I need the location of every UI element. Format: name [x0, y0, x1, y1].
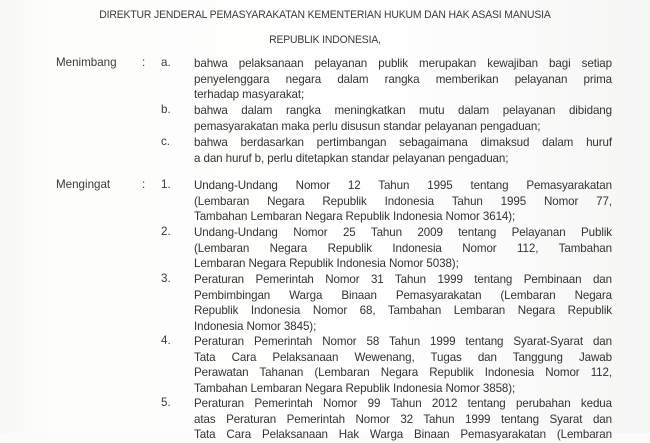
item-marker: 4. [161, 334, 171, 347]
text-line: Undang-Undang Nomor 25 Tahun 2009 tentang Pelayanan Publik [194, 226, 612, 239]
text-line: Peraturan Pemerintah Nomor 99 Tahun 2012 tentang perubahan kedua [194, 397, 612, 410]
text-line: penyelenggara negara dalam rangka memberikan pelayanan prima [194, 72, 612, 86]
item-text [194, 56, 612, 103]
text-line: Indonesia Nomor 3845); [194, 319, 317, 333]
text-line: Perawatan Tahanan (Lembaran Negara Republik Indonesia Nomor 112, [194, 366, 612, 380]
text-line: Tata Cara Pelaksanaan Hak Warga Binaan Pemasyarakatan (Lembaran [194, 428, 612, 442]
text-line: (Lembaran Negara Republik Indonesia Tahun 1995 Nomor 77, [194, 194, 612, 208]
section-label: Mengingat [56, 178, 111, 191]
item-marker: 2. [161, 225, 171, 238]
section-label: Menimbang [56, 56, 117, 69]
text-line: bahwa dalam rangka meningkatkan mutu dalam pelayanan dibidang [194, 104, 612, 117]
text-line: Pembimbingan Warga Binaan Pemasyarakatan (Lembaran Negara [194, 288, 612, 302]
document-header-line-1: DIREKTUR JENDERAL PEMASYARAKATAN KEMENTERIAN HUKUM DAN HAK ASASI MANUSIA [99, 9, 551, 21]
text-line: Tambahan Lembaran Negara Republik Indonesia Nomor 3614); [194, 210, 516, 224]
item-marker: 3. [161, 272, 171, 285]
text-line: bahwa pelaksanaan pelayanan publik merupakan kewajiban bagi setiap [194, 57, 612, 70]
item-marker: c. [161, 135, 171, 148]
text-line: Tata Cara Pelaksanaan Wewenang, Tugas dan Tanggung Jawab [194, 350, 612, 364]
text-line: terhadap masyarakat; [194, 88, 305, 102]
section-colon: : [142, 56, 146, 69]
text-line: Lembaran Negara Republik Indonesia Nomor 5038); [194, 257, 459, 271]
document-header-line-2: REPUBLIK INDONESIA, [269, 34, 381, 46]
section-colon: : [142, 178, 146, 191]
item-marker: a. [161, 56, 171, 69]
text-line: Undang-Undang Nomor 12 Tahun 1995 tentang Pemasyarakatan [194, 179, 612, 192]
item-text [194, 225, 612, 272]
item-text [194, 178, 612, 225]
item-marker: 1. [161, 178, 171, 191]
text-line: Republik Indonesia Nomor 68, Tambahan Lembaran Negara Republik [194, 304, 612, 318]
item-text [194, 135, 612, 166]
text-line: Tambahan Lembaran Negara Republik Indonesia Nomor 3858); [194, 381, 516, 395]
text-line: bahwa berdasarkan pertimbangan sebagaimana dimaksud dalam huruf [194, 136, 612, 149]
text-line: (Lembaran Negara Republik Indonesia Nomor 112, Tambahan [194, 241, 612, 255]
item-marker: b. [161, 103, 171, 116]
item-text [194, 272, 612, 334]
item-text [194, 396, 612, 443]
text-line: atas Peraturan Pemerintah Nomor 32 Tahun 1999 tentang Syarat dan [194, 412, 612, 426]
text-line: Peraturan Pemerintah Nomor 31 Tahun 1999 tentang Pembinaan dan [194, 273, 612, 286]
item-text [194, 334, 612, 396]
text-line: pemasyarakatan maka perlu disusun standar pelayanan pengaduan; [194, 119, 541, 133]
text-line: a dan huruf b, perlu ditetapkan standar pelayanan pengaduan; [194, 151, 509, 165]
text-line: Peraturan Pemerintah Nomor 58 Tahun 1999 tentang Syarat-Syarat dan [194, 335, 612, 348]
item-text [194, 103, 612, 134]
item-marker: 5. [161, 396, 171, 409]
